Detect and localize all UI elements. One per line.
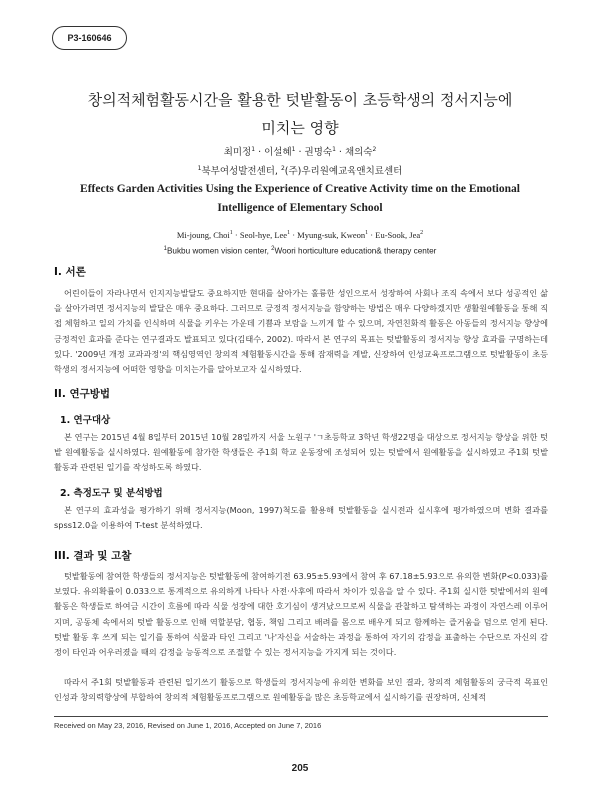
affiliation-marker: 1: [163, 245, 167, 252]
affiliation-marker: 2: [372, 146, 377, 153]
affiliation-marker: 1: [365, 230, 369, 236]
affiliation-text: (주)우리원예교육앤치료센터: [284, 166, 403, 178]
affiliation-marker: 1: [229, 230, 233, 236]
affiliation-marker: 2: [420, 230, 424, 236]
korean-author-list: [40, 142, 560, 161]
english-author-list: [40, 226, 560, 242]
subjects-subheading: 1. 연구대상: [60, 415, 111, 426]
korean-authors-block: [40, 142, 560, 180]
paper-id-badge: P3-160646: [52, 26, 127, 50]
received-dates: Received on May 23, 2016, Revised on June 1, 2016, Accepted on June 7, 2016: [54, 721, 322, 730]
subjects-paragraph: 본 연구는 2015년 4월 8일부터 2015년 10월 28일까지 서울 노원구 'ㄱ초등학교 3학년 학생22명을 대상으로 정서지능 향상을 위한 텃밭 원예활동을 실시하였다. 원예활동에 참가한 학생들은 주1회 학교 운동장에 조성되어 있는 텃밭에서 원예활동을 실시하였고 주1회 텃밭활동과 관련된 일기를 작성하도록 하였다.: [54, 432, 548, 473]
introduction-heading: I. 서론: [54, 266, 86, 278]
author-separator: ·: [295, 147, 305, 159]
author-separator: ·: [232, 229, 240, 240]
korean-affiliations: [40, 161, 560, 180]
author-separator: ·: [255, 147, 265, 159]
affiliation-marker: 1: [332, 146, 336, 153]
results-heading: III. 결과 및 고찰: [54, 550, 132, 562]
author-name: Myung-suk, Kweon: [297, 229, 366, 240]
author-separator: ·: [368, 229, 376, 240]
introduction-paragraph: 어린이들이 자라나면서 인지지능발달도 중요하지만 현대를 살아가는 훌륭한 성인으로서 성장하여 사회나 조직 속에서 보다 성공적인 삶을 살아가려면 정서지능의 발달은 매우 중요하다. 그러므로 긍정적 정서지능을 함양하는 방법은 매우 다양하겠지만 생활원예활동을 통해 직접 체험하고 일의 가치를 인식하며 식물을 키우는 가운데 기쁨과 보람을 느끼게 할 수 있으며, 자연친화적 활동은 아동들의 정서지능 향상에 긍정적인 효과를 준다는 연구결과도 발표되고 있다(김태수, 2002). 따라서 본 연구의 목표는 텃밭활동의 정서지능 향상 효과를 구명하는데 있다. '2009년 개정 교과과정'의 핵심영역인 창의적 체험활동시간을 통해 잠재력을 계발, 신장하여 인성교육프로그램으로 텃밭활동이 초등학생의 정서지능에 어떠한 영향을 미치는가를 알아보고자 실시하였다.: [54, 288, 548, 375]
results-paragraph-2: 따라서 주1회 텃밭활동과 관련된 일기쓰기 활동으로 학생들의 정서지능에 유의한 변화를 보인 결과, 창의적 체험활동의 궁극적 목표인 인성과 창의력향상에 부합하여 창의적 체험활동프로그램으로 원예활동을 많은 초등학교에서 실시하기를 권장하며, 신체적: [54, 677, 548, 703]
affiliation-text: Woori horticulture education& therapy center: [274, 246, 437, 256]
page-number: 205: [291, 763, 309, 774]
affiliation-marker: 2: [280, 165, 285, 173]
affiliation-marker: 1: [197, 165, 202, 173]
measurement-paragraph: 본 연구의 효과성을 평가하기 위해 정서지능(Moon, 1997)척도를 활용해 텃밭활동을 실시전과 실시후에 평가하였으며 변화 결과를 spss12.0을 이용하여 T-test 분석하였다.: [54, 505, 548, 531]
english-title-line-1: Effects Garden Activities Using the Experience of Creative Activity time on the Emotional: [80, 183, 520, 195]
english-authors-block: [40, 226, 560, 259]
affiliation-marker: 1: [291, 146, 296, 153]
author-separator: ·: [335, 147, 345, 159]
author-name: 채의숙: [344, 147, 373, 159]
english-title: [40, 180, 560, 218]
measurement-subheading: 2. 측정도구 및 분석방법: [60, 488, 163, 499]
author-name: Seol-hye, Lee: [239, 229, 288, 240]
korean-title-line-2: 미치는 영향: [261, 119, 339, 137]
english-title-line-2: Intelligence of Elementary School: [217, 202, 383, 214]
author-name: 이설혜: [264, 147, 292, 159]
korean-title-line-1: 창의적체험활동시간을 활용한 텃밭활동이 초등학생의 정서지능에: [87, 91, 513, 109]
author-name: Eu-Sook, Jea: [375, 229, 421, 240]
author-name: Mi-joung, Choi: [176, 229, 230, 240]
affiliation-text: 북부여성발전센터,: [201, 166, 281, 178]
author-name: 최미정: [223, 147, 252, 159]
author-name: 권명숙: [304, 147, 333, 159]
english-affiliations: [40, 242, 560, 259]
affiliation-marker: 2: [271, 245, 275, 252]
affiliation-marker: 1: [287, 230, 291, 236]
methods-heading: II. 연구방법: [54, 388, 111, 400]
korean-title: [40, 86, 560, 142]
results-paragraph-1: 텃밭활동에 참여한 학생들의 정서지능은 텃밭활동에 참여하기전 63.95±5.93에서 참여 후 67.18±5.93으로 유의한 변화(P<0.033)를 보였다. 유의확률이 0.033으로 통계적으로 유의하게 나타나 사전·사후에 따라서 차이가 있음을 알 수 있다. 주1회 실시한 텃밭에서의 원예활동은 학생들로 하여금 시간이 흐름에 따라 식물 성장에 대한 호기심이 생겨났으므로써 식물을 관찰하고 탐색하는 과정이 자연스레 이루어지며, 공동체 속에서의 텃밭 활동으로 인해 역할분담, 협동, 책임 그리고 배려를 몸으로 배우게 되고 함께하는 즐거움을 덤으로 얻게 된다. 텃밭 활동 후 쓰게 되는 일기를 통하여 식물과 타인 그리고 '나'자신을 서술하는 과정을 통하여 자기의 감정을 표출하는 수단으로 자신의 감정이 타인과 어우러졌을 때의 감정을 능동적으로 조절할 수 있는 정서지능을 가지게 되는 것이다.: [54, 571, 548, 658]
affiliation-marker: 1: [251, 146, 256, 153]
footnote-divider: [54, 716, 548, 717]
author-separator: ·: [290, 229, 298, 240]
affiliation-text: Bukbu women vision center,: [166, 246, 272, 256]
